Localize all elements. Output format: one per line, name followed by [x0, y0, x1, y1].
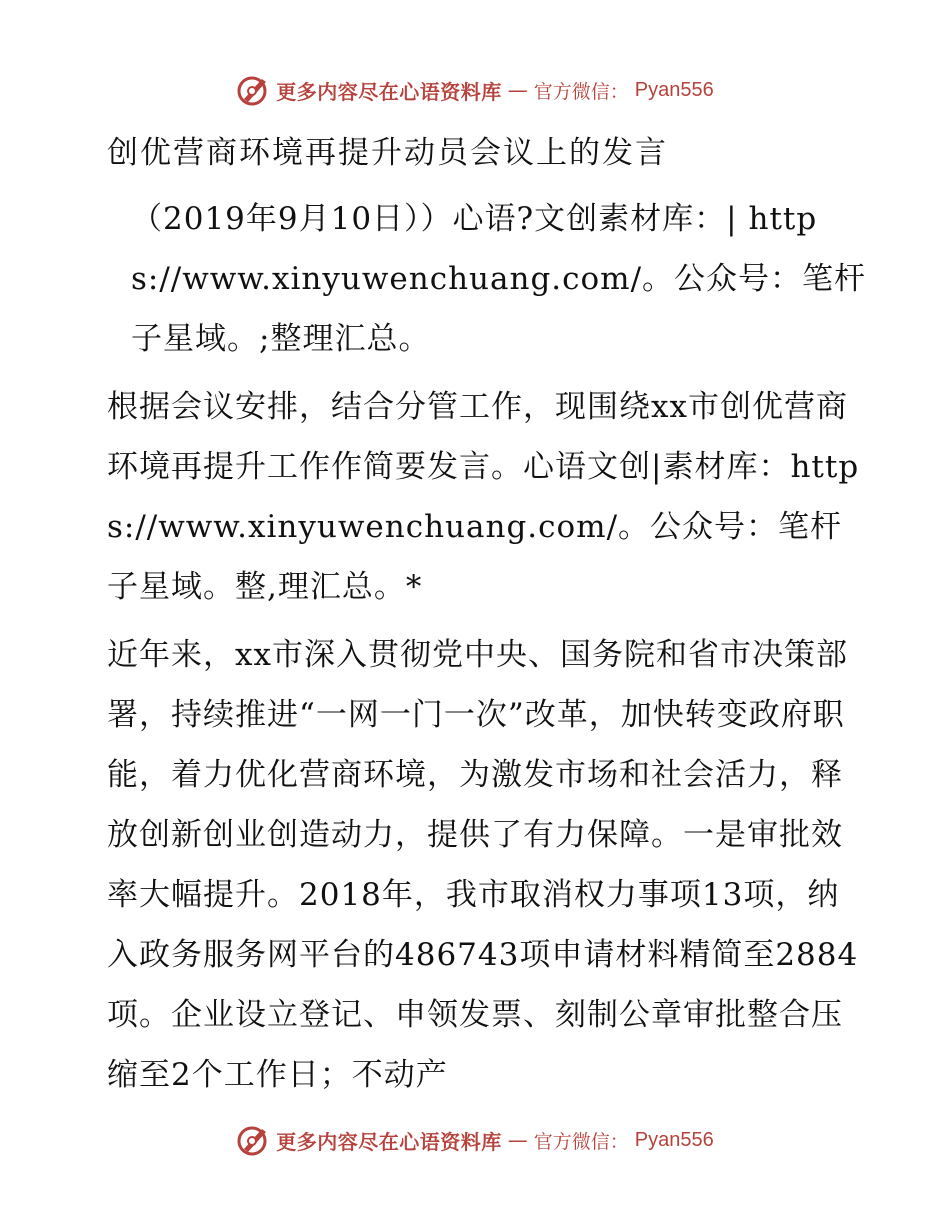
- banner-official-label: 官方微信：: [533, 80, 629, 103]
- document-title: 创优营商环境再提升动员会议上的发言: [107, 135, 668, 171]
- banner-dash: —: [507, 78, 528, 102]
- footer-banner: [0, 1120, 950, 1160]
- paragraph-3: 近年来，xx市深入贯彻党中央、国务院和省市决策部署，持续推进“一网一门一次”改革，加快转变政府职能，着力优化营商环境，为激发市场和社会活力，释放创新创业创造动力，提供了有力保障。一是审批效率大幅提升。2018年，我市取消权力事项13项，纳入政务服务网平台的486743项申请材料精简至2884项。企业设立登记、申领发票、刻制公章审批整合压缩至2个工作日；不动产: [107, 637, 859, 1093]
- paragraph-1: （2019年9月10日））心语?文创素材库：| https://www.xinyuwenchuang.com/。公众号：笔杆子星域。;整理汇总。: [131, 201, 867, 357]
- pen-logo-icon: [236, 73, 270, 107]
- banner-wechat-id: Pyan556: [634, 1128, 714, 1151]
- document-body: [97, 120, 867, 1105]
- banner-official-label: 官方微信：: [533, 1130, 629, 1153]
- banner-text: 更多内容尽在心语资料库: [276, 1129, 502, 1154]
- pen-logo-icon: [236, 1123, 270, 1157]
- banner-dash: —: [507, 1128, 528, 1152]
- paragraph-2: 根据会议安排，结合分管工作，现围绕xx市创优营商环境再提升工作作简要发言。心语文创|素材库：https://www.xinyuwenchuang.com/。公众号：笔杆子星域。整,理汇总。*: [107, 389, 860, 605]
- header-banner: [0, 70, 950, 110]
- banner-wechat-id: Pyan556: [634, 78, 714, 101]
- banner-text: 更多内容尽在心语资料库: [276, 79, 502, 104]
